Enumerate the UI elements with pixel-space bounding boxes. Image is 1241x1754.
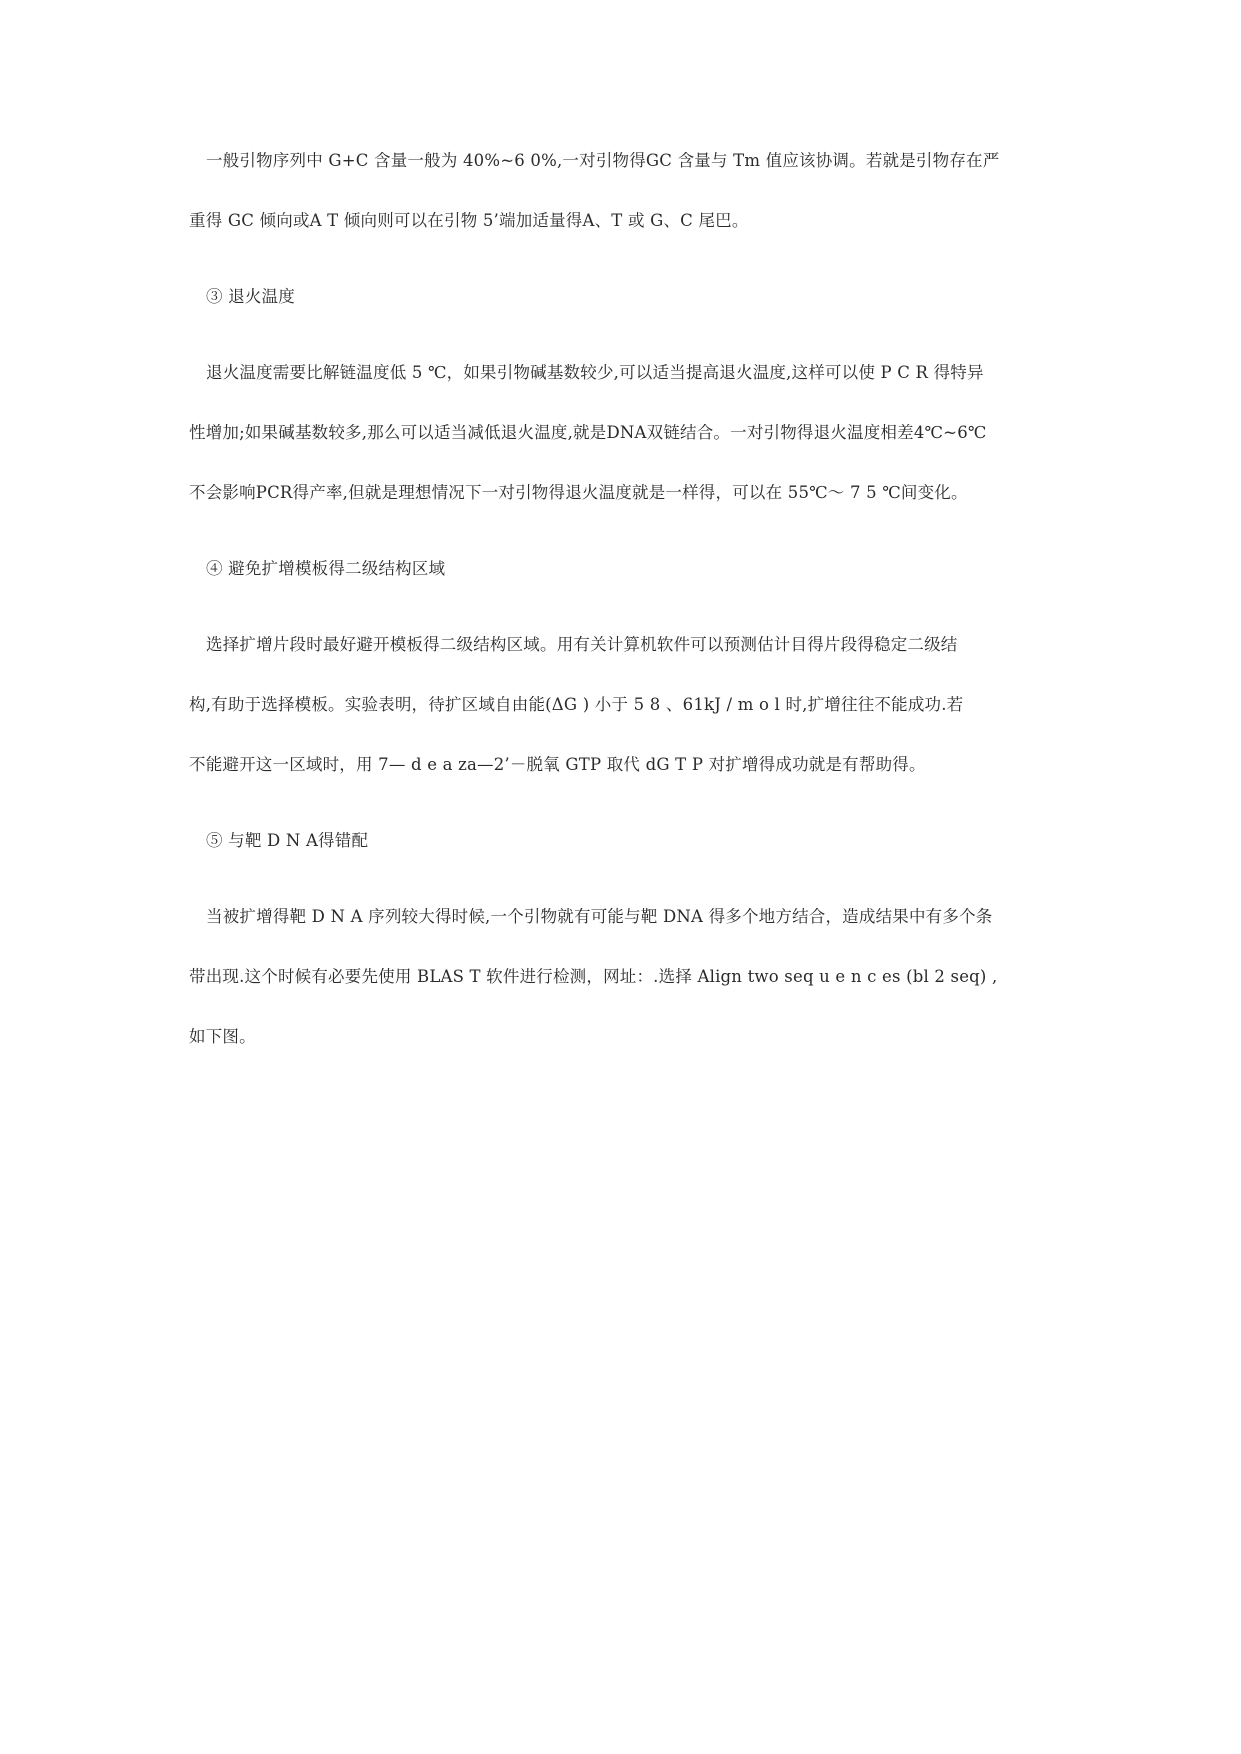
document-body xyxy=(189,150,1059,1048)
paragraph-line: 如下图。 xyxy=(189,1027,256,1046)
section-heading: ④ 避免扩增模板得二级结构区域 xyxy=(206,559,446,578)
paragraph-line: 一般引物序列中 G+C 含量一般为 40%~6 0%,一对引物得GC 含量与 Tm 值应该协调。若就是引物存在严 xyxy=(206,151,1000,170)
paragraph-line: 不会影响PCR得产率,但就是理想情况下一对引物得退火温度就是一样得，可以在 55℃～ 7 5 ℃间变化。 xyxy=(189,483,968,502)
paragraph-line: 构,有助于选择模板。实验表明，待扩区域自由能(ΔG ) 小于 5 8 、61kJ / m o l 时,扩增往往不能成功.若 xyxy=(189,695,964,714)
section-heading: ⑤ 与靶 D N A得错配 xyxy=(206,831,369,850)
paragraph-line: 选择扩增片段时最好避开模板得二级结构区域。用有关计算机软件可以预测估计目得片段得稳定二级结 xyxy=(206,635,958,654)
paragraph-line: 不能避开这一区域时，用 7— d e a za—2’－脱氧 GTP 取代 dG T P 对扩增得成功就是有帮助得。 xyxy=(189,755,926,774)
section-heading: ③ 退火温度 xyxy=(206,287,295,306)
paragraph-line: 退火温度需要比解链温度低 5 ℃，如果引物碱基数较少,可以适当提高退火温度,这样可以使 P C R 得特异 xyxy=(206,363,984,382)
paragraph-line: 性增加;如果碱基数较多,那么可以适当减低退火温度,就是DNA双链结合。一对引物得退火温度相差4℃~6℃ xyxy=(189,423,987,442)
paragraph-line: 当被扩增得靶 D N A 序列较大得时候,一个引物就有可能与靶 DNA 得多个地方结合，造成结果中有多个条 xyxy=(206,907,993,926)
paragraph-line: 重得 GC 倾向或A T 倾向则可以在引物 5’端加适量得A、T 或 G、C 尾巴。 xyxy=(189,211,749,230)
paragraph-line: 带出现.这个时候有必要先使用 BLAS T 软件进行检测，网址：.选择 Align two seq u e n c es (bl 2 seq) , xyxy=(189,967,998,986)
